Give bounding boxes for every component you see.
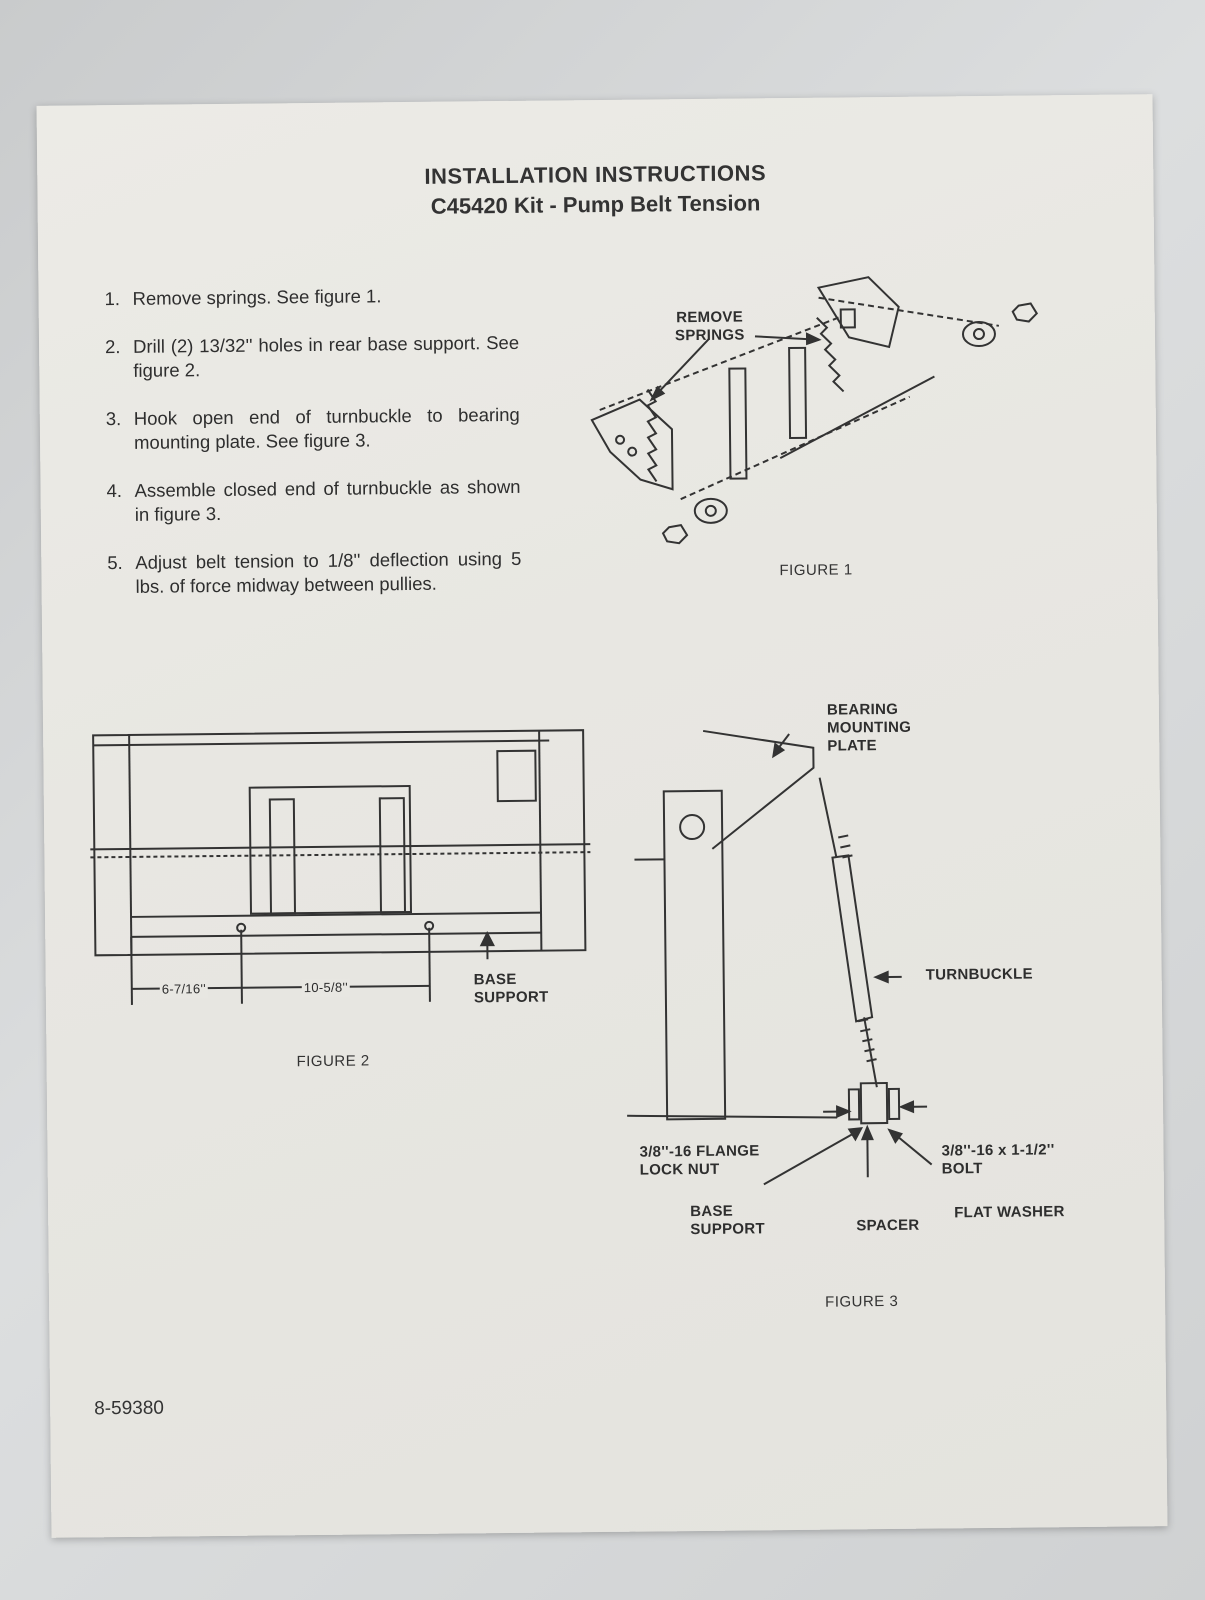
instruction-sheet [37, 94, 1168, 1538]
document-title: INSTALLATION INSTRUCTIONS [424, 160, 767, 189]
callout-line: BASE [473, 970, 517, 989]
callout-line: MOUNTING [827, 718, 912, 737]
figure-2-caption: FIGURE 2 [296, 1052, 370, 1071]
callout-line: REMOVE [676, 308, 744, 327]
dimension-6-7-16: 6-7/16'' [160, 980, 208, 999]
step-5 [107, 547, 521, 599]
step-number: 2. [104, 336, 121, 358]
callout-line: SPRINGS [674, 326, 745, 345]
callout-line: BEARING [826, 700, 899, 719]
step-number: 4. [106, 480, 123, 502]
callout-line: 3/8''-16 x 1-1/2'' [941, 1141, 1055, 1160]
step-text: Drill (2) 13/32'' holes in rear base support. See figure 2. [132, 331, 520, 381]
bolt-callout [941, 1141, 1054, 1178]
step-number: 3. [105, 408, 122, 430]
callout-line: LOCK NUT [639, 1160, 720, 1179]
flange-lock-nut-callout [639, 1142, 759, 1179]
callout-line: 3/8''-16 FLANGE [639, 1142, 760, 1161]
figure-2-diagram [89, 726, 592, 1001]
figure-1-diagram [578, 275, 1051, 560]
base-support-callout-fig3 [690, 1202, 765, 1239]
step-text: Assemble closed end of turnbuckle as shown in figure 3. [134, 475, 521, 525]
step-text: Remove springs. See figure 1. [132, 285, 382, 309]
callout-line: PLATE [827, 737, 877, 755]
callout-line: BOLT [941, 1160, 983, 1178]
callout-line: SUPPORT [690, 1220, 766, 1239]
dimension-10-5-8: 10-5/8'' [302, 979, 350, 998]
spacer-callout: SPACER [856, 1216, 920, 1235]
figure-1-caption: FIGURE 1 [779, 561, 853, 580]
turnbuckle-callout: TURNBUCKLE [925, 965, 1033, 984]
document-subtitle: C45420 Kit - Pump Belt Tension [430, 190, 761, 219]
callout-line: BASE [690, 1202, 734, 1221]
step-1 [104, 283, 518, 311]
step-text: Hook open end of turnbuckle to bearing mounting plate. See figure 3. [133, 403, 520, 453]
bearing-mounting-plate-callout [827, 701, 912, 756]
step-text: Adjust belt tension to 1/8'' deflection using 5 lbs. of force midway between pullies. [135, 547, 522, 597]
callout-line: SUPPORT [473, 988, 549, 1007]
document-number: 8-59380 [94, 1397, 165, 1420]
step-number: 1. [104, 288, 121, 310]
base-support-callout [474, 971, 549, 1008]
step-number: 5. [107, 552, 123, 574]
figure-3-caption: FIGURE 3 [825, 1292, 899, 1311]
instruction-steps [104, 283, 521, 623]
step-2 [105, 331, 519, 383]
remove-springs-callout [675, 308, 745, 345]
step-3 [106, 403, 520, 455]
step-4 [106, 475, 520, 527]
flat-washer-callout: FLAT WASHER [954, 1203, 1065, 1222]
